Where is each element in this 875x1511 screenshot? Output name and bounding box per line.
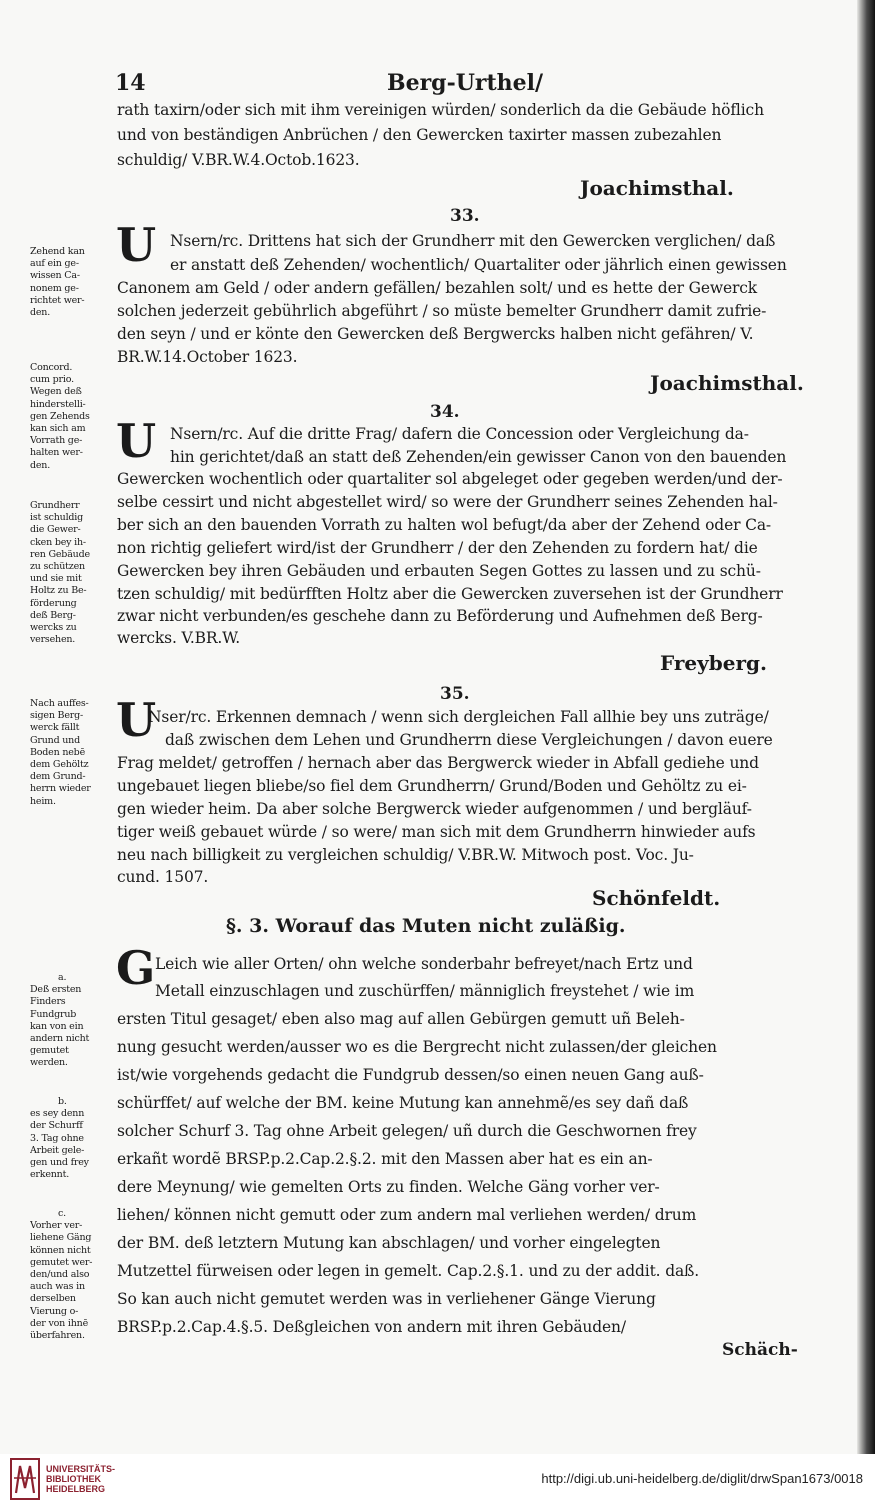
- text-line: liehen/ können nicht gemutt oder zum andern mal verliehen werden/ drum: [117, 1206, 697, 1224]
- margin-note: Zehend kan auf ein ge- wissen Ca- nonem ge- richtet wer- den.: [30, 246, 85, 319]
- text-line: daß zwischen dem Lehen und Grundherrn diese Vergleichungen / davon euere: [165, 731, 773, 749]
- margin-note: c. Vorher ver- liehene Gäng können nicht gemutet wer- den/und also auch was in derselben Vierung o- der von ihnē überfahren.: [30, 1208, 93, 1342]
- text-line: Gewercken wochentlich oder quartaliter sol abgeleget oder gegeben werden/und der-: [117, 470, 783, 488]
- text-line: BR.W.14.October 1623.: [117, 348, 298, 366]
- text-line: schürffet/ auf welche der BM. keine Mutung kan annehmẽ/es sey dañ daß: [117, 1094, 689, 1112]
- text-line: und von beständigen Anbrüchen / den Gewercken taxirter massen zubezahlen: [117, 126, 722, 144]
- page-header: [115, 70, 805, 100]
- drop-cap: U: [116, 218, 157, 272]
- place-heading: Joachimsthal.: [650, 371, 804, 395]
- section-heading: §. 3. Worauf das Muten nicht zuläßig.: [226, 915, 626, 937]
- text-line: Metall einzuschlagen und zuschürffen/ männiglich freystehet / wie im: [155, 982, 695, 1000]
- running-title: Berg-Urthel/: [387, 70, 544, 96]
- text-line: Nsern/rc. Drittens hat sich der Grundherr mit den Gewercken verglichen/ daß: [170, 232, 776, 250]
- catchword: Schäch-: [722, 1340, 798, 1360]
- text-line: der BM. deß letztern Mutung kan abschlagen/ und vorher eingelegten: [117, 1234, 661, 1252]
- text-line: selbe cessirt und nicht abgestellet wird/ so were der Grundherr seines Zehenden hal-: [117, 493, 778, 511]
- text-line: BRSP.p.2.Cap.4.§.5. Deßgleichen von andern mit ihren Gebäuden/: [117, 1318, 626, 1336]
- place-heading: Joachimsthal.: [580, 176, 734, 200]
- text-line: neu nach billigkeit zu vergleichen schuldig/ V.BR.W. Mitwoch post. Voc. Ju-: [117, 846, 694, 864]
- text-line: Frag meldet/ getroffen / hernach aber das Bergwerck wieder in Abfall gediehe und: [117, 754, 759, 772]
- text-line: er anstatt deß Zehenden/ wochentlich/ Quartaliter oder jährlich einen gewissen: [170, 256, 787, 274]
- margin-note: b. es sey denn der Schurff 3. Tag ohne Arbeit gele- gen und frey erkennt.: [30, 1096, 89, 1181]
- text-line: solchen jederzeit gebührlich abgeführt / so müste bemelter Grundherr damit zufrie-: [117, 302, 767, 320]
- text-line: zwar nicht verbunden/es geschehe dann zu Beförderung und Aufnehmen deß Berg-: [117, 607, 763, 625]
- text-line: erkañt wordẽ BRSP.p.2.Cap.2.§.2. mit den Massen aber hat es ein an-: [117, 1150, 653, 1168]
- text-line: Nsern/rc. Auf die dritte Frag/ dafern die Concession oder Vergleichung da-: [170, 425, 749, 443]
- page-number: 14: [115, 70, 146, 96]
- margin-note: Grundherr ist schuldig die Gewer- cken bey ih- ren Gebäude zu schützen und sie mit Holtz zu Be- förderung deß Berg- wercks zu versehen.: [30, 500, 90, 646]
- viewer-footer: [0, 1454, 875, 1511]
- text-line: ist/wie vorgehends gedacht die Fundgrub dessen/so einen neuen Gang auß-: [117, 1066, 704, 1084]
- university-logo-icon: [10, 1458, 40, 1500]
- text-line: Gewercken bey ihren Gebäuden und erbauten Segen Gottes zu lassen und zu schü-: [117, 562, 761, 580]
- text-line: Mutzettel fürweisen oder legen in gemelt. Cap.2.§.1. und zu der addit. daß.: [117, 1262, 700, 1280]
- place-heading: Freyberg.: [660, 651, 767, 675]
- scan-page-edge: [857, 0, 875, 1460]
- text-line: Canonem am Geld / oder andern gefällen/ bezahlen solt/ und es hette der Gewerck: [117, 279, 758, 297]
- text-line: den seyn / und er könte den Gewercken deß Bergwercks halben nicht gefähren/ V.: [117, 325, 754, 343]
- text-line: tzen schuldig/ mit bedürfften Holtz aber die Gewercken zuversehen ist der Grundherr: [117, 585, 783, 603]
- text-line: So kan auch nicht gemutet werden was in verliehener Gänge Vierung: [117, 1290, 656, 1308]
- section-number: 33.: [450, 206, 480, 226]
- library-name: UNIVERSITÄTS- BIBLIOTHEK HEIDELBERG: [46, 1464, 116, 1494]
- text-line: hin gerichtet/daß an statt deß Zehenden/ein gewisser Canon von den bauenden: [170, 448, 787, 466]
- place-heading: Schönfeldt.: [592, 886, 721, 910]
- drop-cap: G: [116, 941, 156, 995]
- text-line: schuldig/ V.BR.W.4.Octob.1623.: [117, 151, 360, 169]
- text-line: nung gesucht werden/ausser wo es die Bergrecht nicht zulassen/der gleichen: [117, 1038, 717, 1056]
- text-line: ber sich an den bauenden Vorrath zu halten wol befugt/da aber der Zehend oder Ca-: [117, 516, 772, 534]
- text-line: tiger weiß gebauet würde / so were/ man sich mit dem Grundherrn hinwieder aufs: [117, 823, 756, 841]
- text-line: non richtig geliefert wird/ist der Grundherr / der den Zehenden zu fordern hat/ die: [117, 539, 758, 557]
- text-line: ersten Titul gesaget/ eben also mag auf allen Gebürgen gemutt uñ Beleh-: [117, 1010, 685, 1028]
- margin-note: Concord. cum prio. Wegen deß hinderstelli- gen Zehends kan sich am Vorrath ge- halten wer- den.: [30, 362, 90, 471]
- text-line: rath taxirn/oder sich mit ihm vereinigen würden/ sonderlich da die Gebäude höflich: [117, 101, 764, 119]
- text-line: wercks. V.BR.W.: [117, 629, 241, 647]
- drop-cap: U: [116, 693, 157, 747]
- drop-cap: U: [116, 414, 157, 468]
- section-number: 34.: [430, 402, 460, 422]
- text-line: Nser/rc. Erkennen demnach / wenn sich dergleichen Fall allhie bey uns zuträge/: [148, 708, 769, 726]
- section-number: 35.: [440, 684, 470, 704]
- source-url[interactable]: http://digi.ub.uni-heidelberg.de/diglit/drwSpan1673/0018: [541, 1471, 863, 1486]
- margin-note: a. Deß ersten Finders Fundgrub kan von ein andern nicht gemutet werden.: [30, 972, 90, 1069]
- text-line: dere Meynung/ wie gemelten Orts zu finden. Welche Gäng vorher ver-: [117, 1178, 660, 1196]
- margin-note: Nach auffes- sigen Berg- werck fällt Grund und Boden nebē dem Gehöltz dem Grund- herrn wieder heim.: [30, 698, 91, 807]
- text-line: gen wieder heim. Da aber solche Bergwerck wieder aufgenommen / und bergläuf-: [117, 800, 752, 818]
- text-line: ungebauet liegen bliebe/so fiel dem Grundherrn/ Grund/Boden und Gehöltz zu ei-: [117, 777, 747, 795]
- text-line: solcher Schurf 3. Tag ohne Arbeit gelegen/ uñ durch die Geschwornen frey: [117, 1122, 697, 1140]
- text-line: Leich wie aller Orten/ ohn welche sonderbahr befreyet/nach Ertz und: [155, 955, 693, 973]
- text-line: cund. 1507.: [117, 868, 209, 886]
